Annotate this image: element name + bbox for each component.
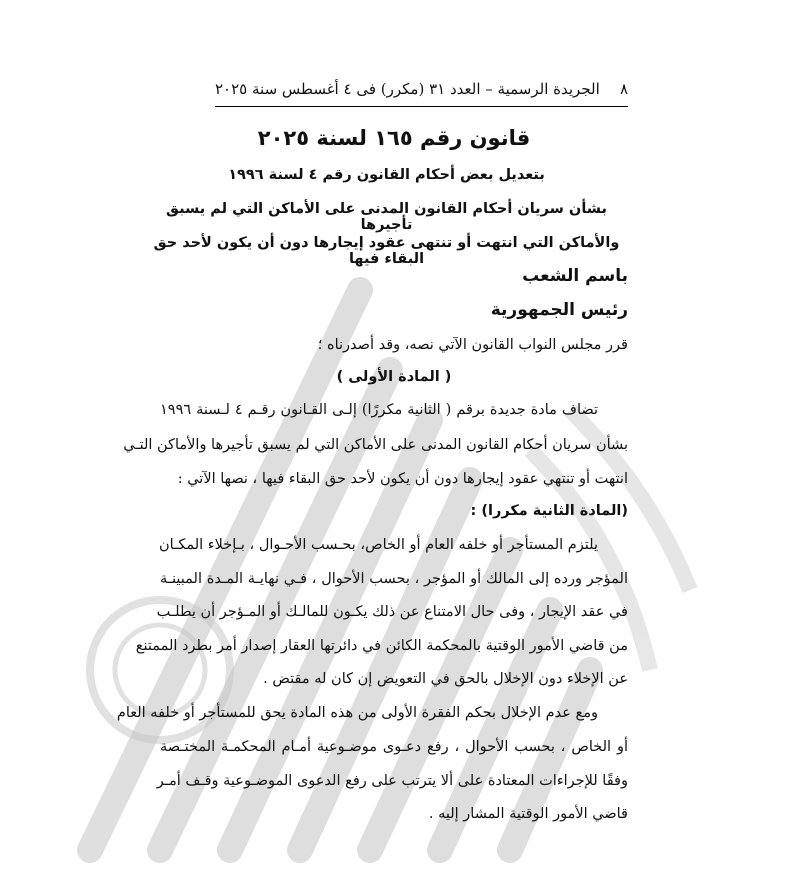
law-subtitle-3: والأماكن التي انتهت أو تنتهى عقود إيجارها دون أن يكون لأحد حق البقاء فيها	[153, 235, 620, 267]
article-line: تضاف مادة جديدة برقم ( الثانية مكررًا) إلـى القـانون رقـم ٤ لـسنة ١٩٩٦	[160, 402, 598, 418]
paragraph-line: عن الإخلاء دون الإخلال بالحق في التعويض إن كان له مقتض .	[263, 671, 628, 687]
paragraph-line: في عقد الإيجار ، وفى حال الامتناع عن ذلك يكـون للمالـك أو المـؤجر أن يطلـب	[156, 604, 628, 620]
law-subtitle-2: بشأن سريان أحكام القانون المدنى على الأماكن التي لم يسبق تأجيرها	[166, 201, 607, 233]
article-line: انتهت أو تنتهي عقود إيجارها دون أن يكون لأحد حق البقاء فيها ، نصها الآتي :	[177, 471, 628, 487]
paragraph-line: ومع عدم الإخلال بحكم الفقرة الأولى من هذه المادة يحق للمستأجر أو خلفه العام	[116, 705, 598, 721]
president-heading: رئيس الجمهورية	[490, 300, 628, 320]
paragraph-line: قاضي الأمور الوقتية المشار إليه .	[428, 806, 628, 822]
law-title: قانون رقم ١٦٥ لسنة ٢٠٢٥	[257, 126, 531, 150]
paragraph-line: المؤجر ورده إلى المالك أو المؤجر ، بحسب الأحوال ، فـي نهايـة المـدة المبينـة	[160, 571, 628, 587]
paragraph-line: أو الخاص ، بحسب الأحوال ، رفع دعـوى موضـوعية أمـام المحكمـة المختـصة	[160, 739, 628, 755]
paragraph-line: من قاضي الأمور الوقتية بالمحكمة الكائن في دائرتها العقار إصدار أمر بطرد الممتنع	[135, 638, 628, 654]
article-line: بشأن سريان أحكام القانون المدنى على الأماكن التي لم يسبق تأجيرها والأماكن التـي	[123, 437, 628, 453]
paragraph-line: يلتزم المستأجر أو خلفه العام أو الخاص، بحـسب الأحـوال ، بـإخلاء المكـان	[159, 537, 598, 553]
page-number: ٨	[619, 80, 628, 98]
decree-text: قرر مجلس النواب القانون الآتي نصه، وقد أصدرناه ؛	[317, 337, 628, 353]
paragraph-line: وفقًا للإجراءات المعتادة على ألا يترتب على رفع الدعوى الموضـوعية وقـف أمـر	[156, 773, 628, 789]
in-name-of-people: باسم الشعب	[522, 266, 628, 286]
article-1-heading: ( المادة الأولى )	[336, 369, 452, 385]
running-title: الجريدة الرسمية – العدد ٣١ (مكرر) فى ٤ أغسطس سنة ٢٠٢٥	[215, 80, 600, 98]
page-header	[215, 80, 628, 107]
law-subtitle-1: بتعديل بعض أحكام القانون رقم ٤ لسنة ١٩٩٦	[228, 167, 545, 183]
article-2-bis-heading: (المادة الثانية مكررا) :	[470, 503, 628, 519]
